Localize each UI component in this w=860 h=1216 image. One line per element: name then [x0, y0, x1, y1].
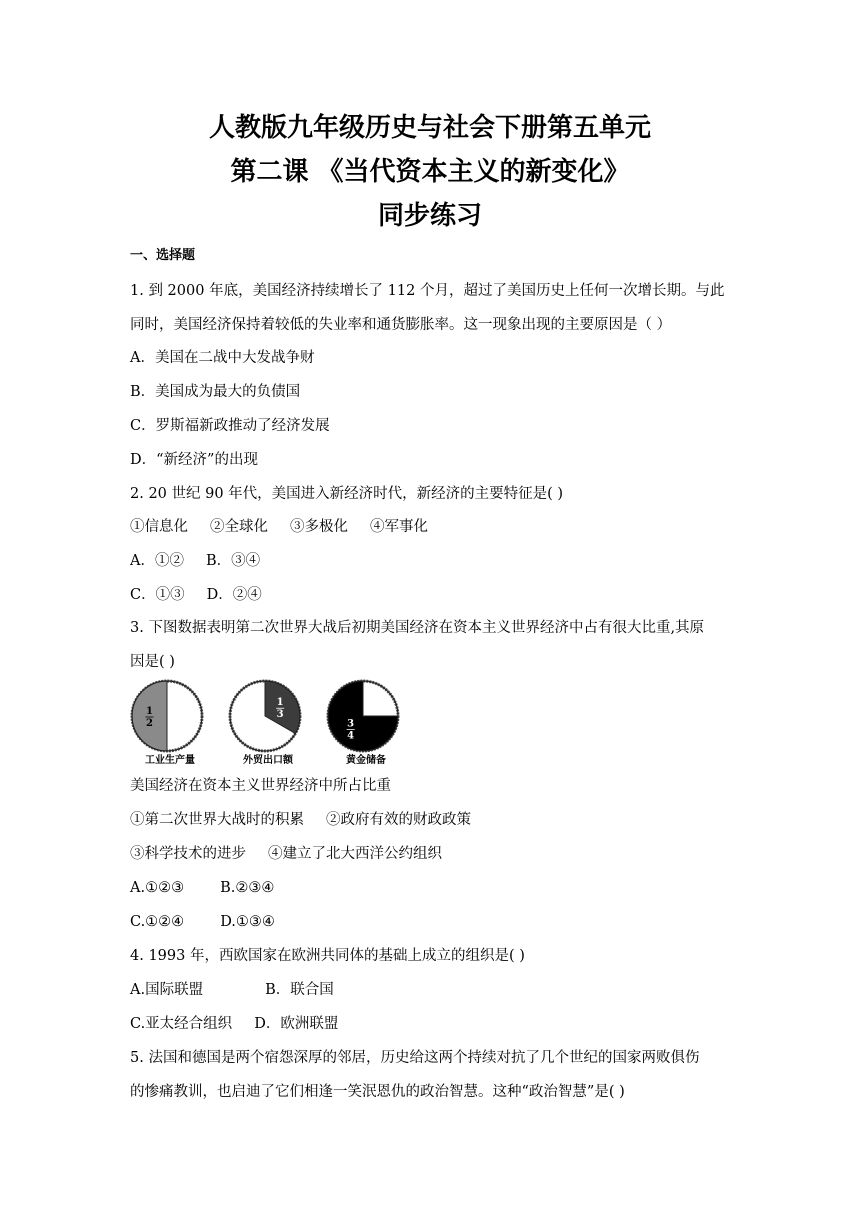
- q1-stem-line2: 同时，美国经济保持着较低的失业率和通货膨胀率。这一现象出现的主要原因是（ ）: [130, 317, 672, 333]
- q3-figure-caption: 美国经济在资本主义世界经济中所占比重: [130, 778, 391, 794]
- q2-item-2: ②全球化: [210, 519, 268, 535]
- q1-option-d: D．“新经济”的出现: [130, 452, 258, 468]
- pie-charts-svg: [128, 676, 408, 756]
- q2-options-ab: [130, 551, 260, 571]
- q2-item-3: ③多极化: [290, 519, 348, 535]
- q4-option-b: B．联合国: [265, 982, 334, 998]
- section-heading: 一、选择题: [130, 248, 196, 263]
- q1-stem-line1: 1. 到 2000 年底，美国经济持续增长了 112 个月，超过了美国历史上任何一次增长期。与此: [130, 283, 725, 299]
- pie-gold-denominator: 4: [347, 730, 355, 742]
- pie-chart-figure: [128, 676, 408, 768]
- q4-option-d: D．欧洲联盟: [254, 1016, 339, 1032]
- q2-option-c: C．①③: [130, 587, 185, 603]
- pie-gold: [328, 681, 398, 751]
- q1-option-c: C．罗斯福新政推动了经济发展: [130, 418, 330, 434]
- q2-items: [130, 517, 428, 537]
- doc-title-line2: 第二课 《当代资本主义的新变化》: [230, 157, 630, 187]
- q3-item-2: ②政府有效的财政政策: [326, 812, 471, 828]
- q4-options-ab: [130, 980, 334, 1000]
- pie-caption-gold: 黄金储备: [346, 755, 386, 766]
- q3-options-cd: [130, 912, 275, 932]
- q3-option-a: A.①②③: [130, 880, 185, 896]
- pie-export-numerator: 1: [276, 697, 284, 709]
- q3-option-b: B.②③④: [220, 880, 275, 896]
- q2-option-d: D．②④: [206, 587, 262, 603]
- pie-export: [230, 681, 300, 751]
- q4-options-cd: [130, 1014, 338, 1034]
- pie-industry-denominator: 2: [146, 718, 153, 729]
- q2-option-a: A．①②: [130, 553, 184, 569]
- q5-stem-line2: 的惨痛教训，也启迪了它们相逢一笑泯恩仇的政治智慧。这种“政治智慧”是( ): [130, 1084, 625, 1100]
- q2-item-1: ①信息化: [130, 519, 188, 535]
- pie-industry: [132, 681, 202, 751]
- q2-options-cd: [130, 585, 262, 605]
- pie-caption-industry: 工业生产量: [145, 755, 195, 766]
- q3-item-4: ④建立了北大西洋公约组织: [268, 846, 442, 862]
- q3-option-d: D.①③④: [220, 914, 275, 930]
- q1-option-b: B．美国成为最大的负债国: [130, 384, 301, 400]
- q3-option-c: C.①②④: [130, 914, 185, 930]
- q3-stem-line2: 因是( ): [130, 654, 175, 670]
- q2-option-b: B．③④: [205, 553, 261, 569]
- q3-stem-line1: 3. 下图数据表明第二次世界大战后初期美国经济在资本主义世界经济中占有很大比重,其原: [130, 620, 705, 636]
- q1-option-a: A．美国在二战中大发战争财: [130, 350, 315, 366]
- q4-option-c: C.亚太经合组织: [130, 1016, 233, 1032]
- q2-stem: 2. 20 世纪 90 年代，美国进入新经济时代，新经济的主要特征是( ): [130, 486, 564, 502]
- q3-item-1: ①第二次世界大战时的积累: [130, 812, 304, 828]
- pie-industry-numerator: 1: [146, 706, 153, 717]
- doc-title-line3: 同步练习: [377, 201, 482, 231]
- pie-export-denominator: 3: [276, 709, 284, 721]
- q3-items-line2: [130, 844, 442, 864]
- q4-stem: 4. 1993 年，西欧国家在欧洲共同体的基础上成立的组织是( ): [130, 948, 525, 964]
- q3-item-3: ③科学技术的进步: [130, 846, 246, 862]
- q3-options-ab: [130, 878, 274, 898]
- q5-stem-line1: 5. 法国和德国是两个宿怨深厚的邻居，历史给这两个持续对抗了几个世纪的国家两败俱伤: [130, 1050, 700, 1066]
- q4-option-a: A.国际联盟: [130, 982, 204, 998]
- pie-gold-numerator: 3: [347, 718, 355, 730]
- q2-item-4: ④军事化: [370, 519, 428, 535]
- pie-caption-export: 外贸出口额: [243, 755, 293, 766]
- doc-title-line1: 人教版九年级历史与社会下册第五单元: [208, 113, 651, 143]
- q3-items-line1: [130, 810, 471, 830]
